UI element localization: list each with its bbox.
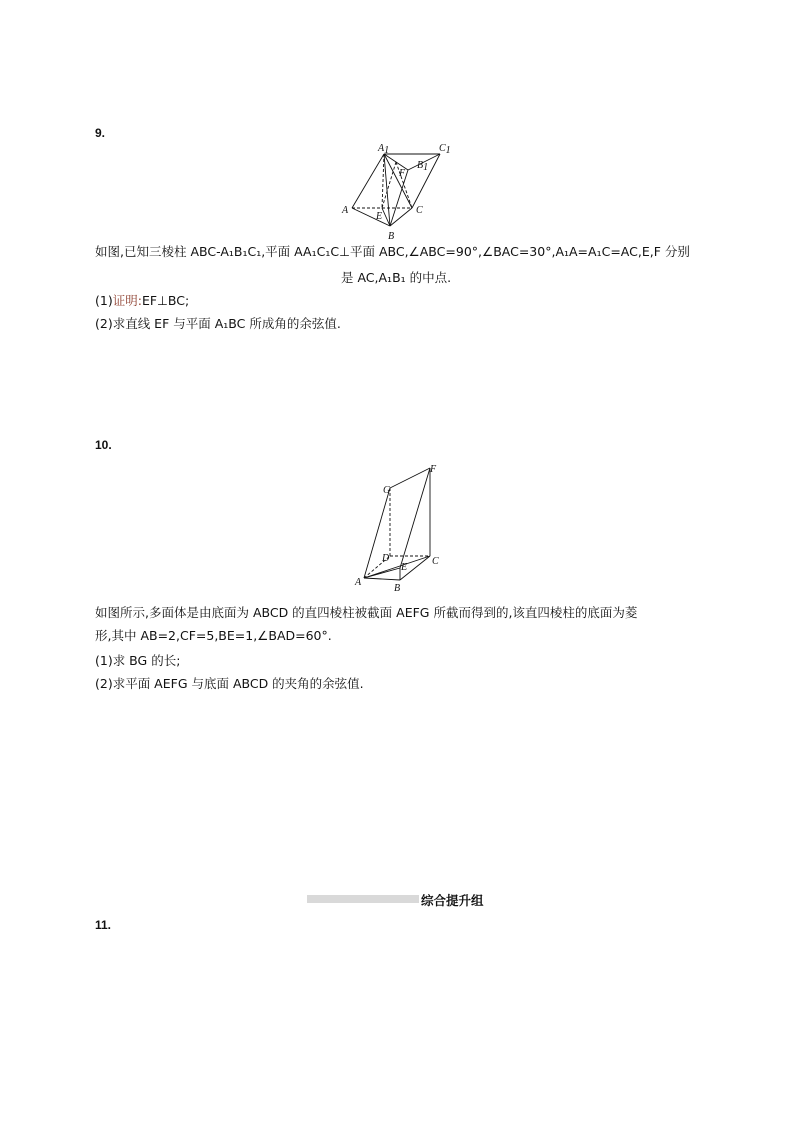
label-a: A [355,577,362,588]
edge-a1-a [352,154,384,208]
problem-9-stem-line1: 如图,已知三棱柱 ABC-A₁B₁C₁,平面 AA₁C₁C⊥平面 ABC,∠ABC=90°,∠BAC=30°,A₁A=A₁C=AC,E,F 分别 [95,244,690,259]
problem-10-part1: (1)求 BG 的长; [95,653,181,668]
label-b: B [388,231,395,242]
label-b1: B1 [417,160,429,173]
problem-10-stem-line2: 形,其中 AB=2,CF=5,BE=1,∠BAD=60°. [95,628,332,643]
problem-9-part1-text: EF⊥BC; [141,293,190,308]
label-c1: C1 [439,143,451,156]
edge-a-c [364,556,430,578]
label-f: F [399,168,406,179]
problem-9-part2: (2)求直线 EF 与平面 A₁BC 所成角的余弦值. [95,316,341,331]
label-c: C [432,556,439,567]
problem-10-stem-line1: 如图所示,多面体是由底面为 ABCD 的直四棱柱被截面 AEFG 所截而得到的,该直四棱柱的底面为菱 [95,605,638,620]
problem-9-part1-accent: 证明: [112,293,142,308]
problem-9-number: 9. [95,126,106,140]
edge-a-g [364,488,390,578]
label-a: A [342,205,349,216]
edge-a1-e-hidden [382,154,384,208]
label-e: E [401,562,408,573]
problem-9-part1 [95,293,189,309]
problem-9-stem-line2: 是 AC,A₁B₁ 的中点. [341,270,452,285]
label-a1: A1 [378,143,390,156]
edge-f-e-hidden [382,162,396,208]
label-e: E [376,211,383,222]
label-c: C [416,205,423,216]
problem-9-part1-prefix: (1) [95,293,113,308]
problem-9-figure [336,140,456,244]
label-b: B [394,583,401,594]
problem-10-part2: (2)求平面 AEFG 与底面 ABCD 的夹角的余弦值. [95,676,364,691]
edge-f-e [400,468,430,568]
problem-11-number: 11. [95,918,112,932]
label-d: D [382,553,390,564]
label-g: G [383,485,391,496]
edge-g-f [390,468,430,488]
problem-10-figure [348,458,448,594]
section-header-bar [307,895,419,903]
edge-a-b [352,208,390,226]
problem-10-number: 10. [95,438,112,452]
label-f: F [430,464,437,475]
section-title: 综合提升组 [421,893,484,908]
edge-a-b [364,578,400,580]
